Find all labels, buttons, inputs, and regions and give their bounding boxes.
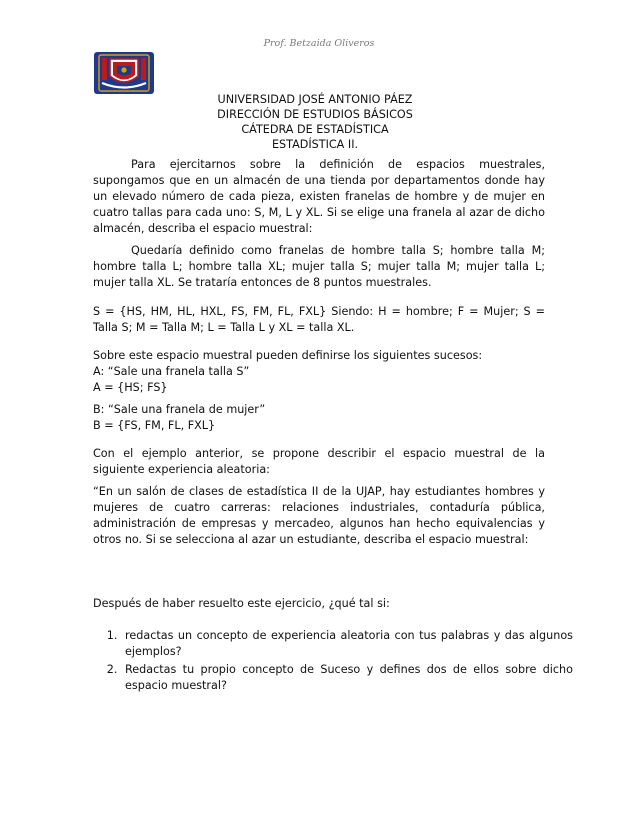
list-item: 1. redactas un concepto de experiencia aleatoria con tus palabras y das algunos ejemplos? [121,628,573,660]
title-direction: DIRECCIÓN DE ESTUDIOS BÁSICOS [217,108,413,121]
question-list [93,628,573,696]
paragraph-exercise: “En un salón de clases de estadística II de la UJAP, hay estudiantes hombres y mujeres de cuatro carreras: relaciones industriales, contaduría pública, administración de empresas y mercadeo, algunos han hecho equivalencias y otros no. Si se selecciona al azar un estudiante, describa el espacio muestral: [93,485,545,546]
running-header: Prof. Betzaida Oliveros [263,38,375,49]
list-item: 2. Redactas tu propio concepto de Suceso y defines dos de ellos sobre dicho espacio muestral? [121,662,573,694]
title-course: ESTADÍSTICA II. [271,138,359,151]
paragraph-proposal: Con el ejemplo anterior, se propone describir el espacio muestral de la siguiente experiencia aleatoria: [93,447,545,476]
paragraph-sample-space: S = {HS, HM, HL, HXL, FS, FM, FL, FXL} Siendo: H = hombre; F = Mujer; S = Talla S; M = Talla M; L = Talla L y XL = talla XL. [93,305,545,334]
university-crest-icon [92,50,156,96]
paragraph-followup: Después de haber resuelto este ejercicio, ¿qué tal si: [93,597,390,610]
paragraph-intro: Para ejercitarnos sobre la definición de espacios muestrales, supongamos que en un almacén de una tienda por departamentos donde hay un elevado número de cada pieza, existen franelas de hombre y de mujer en cuatro tallas para cada uno: S, M, L y XL. Si se elige una franela al azar de dicho almacén, describa el espacio muestral: [93,158,545,235]
title-university: UNIVERSIDAD JOSÉ ANTONIO PÁEZ [217,93,413,106]
paragraph-event-a: Sobre este espacio muestral pueden definirse los siguientes sucesos: A: “Sale una franela talla S” A = {HS; FS} [93,349,483,394]
document-title-block [150,92,480,152]
paragraph-explanation: Quedaría definido como franelas de hombre talla S; hombre talla M; hombre talla L; hombre talla XL; mujer talla S; mujer talla M; mujer talla L; mujer talla XL. Se trataría entonces de 8 puntos muestrales. [93,244,545,289]
title-chair: CÁTEDRA DE ESTADÍSTICA [241,123,389,136]
paragraph-event-b: B: “Sale una franela de mujer” B = {FS, FM, FL, FXL} [93,403,266,432]
